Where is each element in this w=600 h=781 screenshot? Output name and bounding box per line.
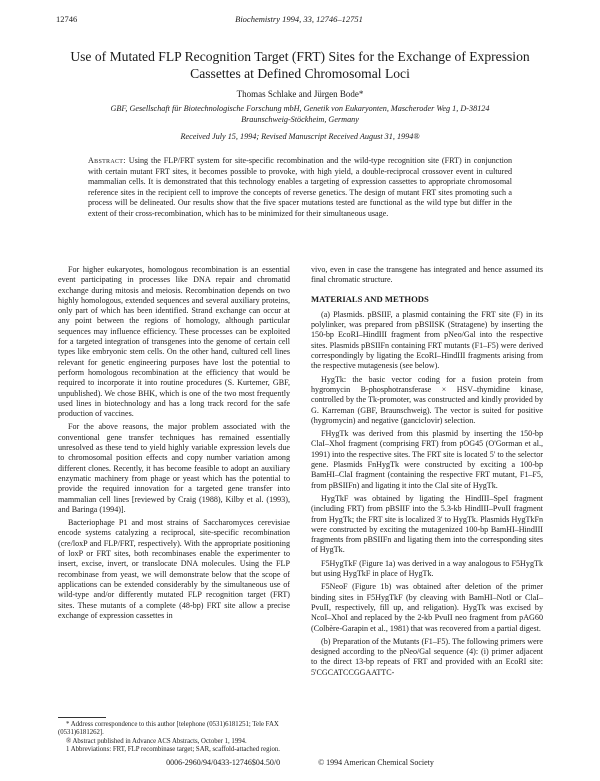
body-paragraph: F5HygTkF (Figure 1a) was derived in a way analogous to F5HygTk but using HygTkF in place of HygTk.	[311, 558, 543, 579]
body-paragraph: F5NeoF (Figure 1b) was obtained after deletion of the primer binding sites in F5HygTkF (by cleaving with BamHI–NotI or ClaI–PvuII, respectively, fill up, and religation). HygTk was excised by NcoI–XhoI and replaced by the 2-kb PvuII neo fragment from pAG60 (Colbère-Garapin et al., 1981) that was recovered from a partial digest.	[311, 582, 543, 633]
body-paragraph: For higher eukaryotes, homologous recombination is an essential event participating in processes like DNA repair and chromatid exchange during mitosis and meiosis. Recombination depends on two highly homologous, extended sequences and several auxiliary proteins, only part of which has been identified. Strand exchange can occur at any point between the regions of homology, although particular sequences may influence efficiency. These processes can be exploited for a targeted integration of transgenes into the genome of certain cell types like embryonic stem cells. On the other hand, cultured cell lines relevant for genetic engineering purposes have lost the potential to perform homologous recombination at the efficiency that would be required to incorporate it into routine procedures (S. Kurtemer, GBF, unpublished). We chose BHK, which is one of the two most frequently used lines in biotechnology and has a long track record for the safe production of vaccines.	[58, 265, 290, 419]
article-code: 0006-2960/94/0433-12746$04.50/0	[166, 758, 281, 767]
article-authors: Thomas Schlake and Jürgen Bode*	[236, 89, 364, 99]
journal-reference: 1994, 33, 12746–12751	[282, 14, 363, 24]
body-paragraph: For the above reasons, the major problem associated with the conventional gene transfer techniques has remained essentially unresolved as these tend to yield highly variable expression levels due to chromosomal position effects and copy number variation among different clones. Recently, it has become feasible to adopt an auxiliary enzymatic machinery from phage or yeast which has the potential to provide the required innovation for a targeted gene transfer into mammalian cell lines [reviewed by Craig (1988), Kilby et al. (1993), and Baringa (1994)].	[58, 422, 290, 514]
abstract-text: Using the FLP/FRT system for site-specific recombination and the wild-type recognition site (FRT) in conjunction with certain mutant FRT sites, it becomes possible to provoke, with high yield, a double-reciprocal crossover event in cultured mammalian cells. It is demonstrated that this technology enables a targeting of expression cassettes to appropriate chromosomal reference sites in the recipient cell to improve the concepts of reverse genetics. The design of mutant FRT sites promoting such a process will be delineated. Our results show that the five spacer mutations tested are functional as the wild type but differ in the extent of their cross-recombination, which has to be minimized for their simultaneous usage.	[88, 156, 512, 218]
footnote: * Address correspondence to this author [telephone (0531)6181251; Tele FAX (0531)6181262].	[58, 721, 279, 737]
body-paragraph: HygTkF was obtained by ligating the HindIII–SpeI fragment (including FRT) from pBSIIF into the 5.3-kb HindIII–PvuII fragment from HygTk; the FRT site is localized 3' to HygTk. Plasmids HygTkFn were constructed by exciting the mutagenized 100-bp BamHI–HindIII fragments from pBSIIFn and ligating them into the corresponding sites of HygTk.	[311, 493, 543, 555]
received-dates: Received July 15, 1994; Revised Manuscript Received August 31, 1994®	[180, 132, 420, 141]
body-paragraph: vivo, even in case the transgene has integrated and hence assumed its final chromatic structure.	[311, 265, 543, 285]
footnote: ® Abstract published in Advance ACS Abstracts, October 1, 1994.	[66, 737, 247, 745]
footnotes	[58, 717, 290, 755]
page-header	[56, 14, 542, 28]
author-affiliation: GBF, Gesellschaft für Biotechnologische Forschung mbH, Genetik von Eukaryonten, Mascheroder Weg 1, D-38124 Braunschweig-Stöckheim, Germany	[110, 104, 490, 124]
article-title: Use of Mutated FLP Recognition Target (FRT) Sites for the Exchange of Expression Cassettes at Defined Chromosomal Loci	[70, 49, 530, 81]
page-number: 12746	[56, 14, 78, 24]
section-heading: MATERIALS AND METHODS	[311, 293, 429, 304]
footnote-divider	[58, 717, 106, 718]
footnote: 1 Abbreviations: FRT, FLP recombinase target; SAR, scaffold-attached region.	[66, 746, 280, 754]
page-footer	[0, 758, 600, 767]
body-paragraph: HygTk: the basic vector coding for a fusion protein from hygromycin B-phosphotransferase × HSV–thymidine kinase, controlled by the Tk-promoter, was constructed and kindly provided by G. Karreman (GBF, Braunschweig). The vector is suited for positive (hygromycin) and negative (ganciclovir) selection.	[311, 374, 543, 425]
body-paragraph: (b) Preparation of the Mutants (F1–F5). The following primers were designed according to the pNeo/Gal sequence (4): (i) primer adjacent to the direct 13-bp repeats of FRT and provided with an EcoRI site: 5'CGCATCCGGAATTC-	[311, 636, 543, 677]
journal-name: Biochemistry	[235, 14, 280, 24]
abstract	[88, 156, 512, 220]
body-paragraph: (a) Plasmids. pBSIIF, a plasmid containing the FRT site (F) in its polylinker, was prepared from pBSIISK (Stratagene) by inserting the 150-bp EcoRI–HindIII fragment from pNeo/Gal into the respective sites. Plasmids pBSIIFn containing FRT mutants (F1–F5) were derived correspondingly by ligating the EcoRI–HindIII fragments arising from the respective mutagenesis (see below).	[311, 309, 543, 371]
copyright-notice: © 1994 American Chemical Society	[318, 758, 434, 767]
abstract-label: Abstract:	[88, 156, 126, 165]
body-paragraph: FHygTk was derived from this plasmid by inserting the 150-bp ClaI–XhoI fragment (comprising FRT) from pOG45 (O'Gorman et al., 1991) into the respective sites. The FRT site is located 5' to the selector gene. Plasmids FnHygTk were constructed by exciting a 100-bp BamHI–ClaI fragment (containing the respective FRT mutant, F1–F5, from pBSIIFn) and ligating it into the ClaI site of HygTk.	[311, 429, 543, 490]
journal-citation	[56, 14, 542, 24]
left-column	[58, 265, 290, 624]
body-paragraph: Bacteriophage P1 and most strains of Saccharomyces cerevisiae encode systems catalyzing a reciprocal, site-specific recombination (cre/loxP and FLP/FRT, respectively). With the appropriate positioning of loxP or FRT sites, both recombinases enable the experimenter to insert, excise, invert, or translocate DNA molecules. Using the FLP recombinase from yeast, we will demonstrate below that the scope of applications can be extended considerably by the simultaneous use of wild-type and/or differently mutated FLP recognition target (FRT) sites. These mutants of a complete (48-bp) FRT site allow a precise exchange of expression cassettes in	[58, 518, 290, 620]
right-column	[311, 265, 543, 681]
